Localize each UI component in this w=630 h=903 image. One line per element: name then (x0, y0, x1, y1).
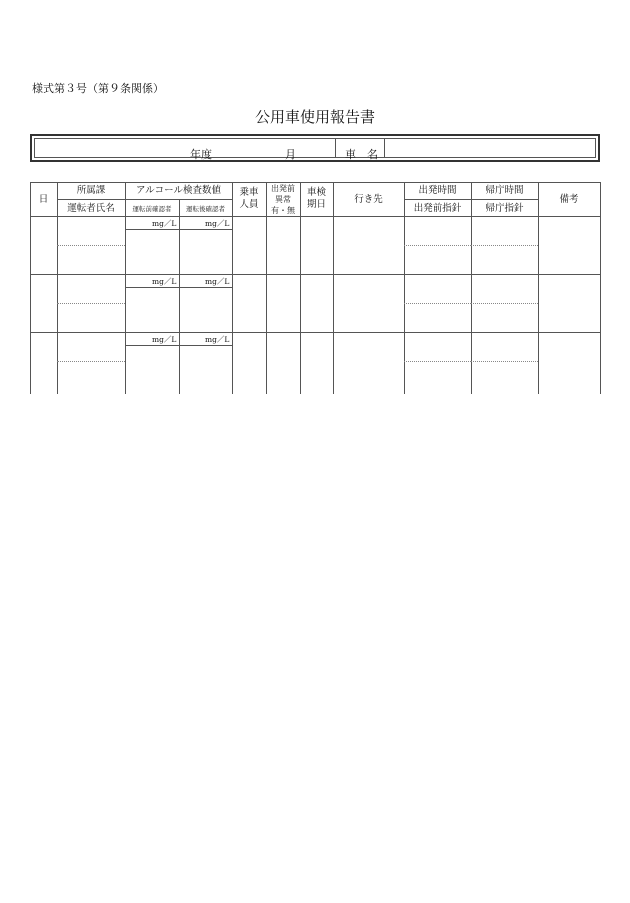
car-name-label: 車 名 (345, 148, 378, 161)
col-return-meter: 帰庁指針 (485, 203, 524, 214)
col-precheck-1: 出発前 (271, 184, 295, 193)
header-box (30, 134, 600, 162)
year-label: 年度 (190, 148, 212, 161)
col-after-confirmer: 運転後確認者 (186, 205, 225, 213)
month-label: 月 (285, 148, 296, 161)
alcohol-unit: mg／L (205, 335, 230, 344)
col-alcohol-check: アルコール検査数値 (136, 185, 221, 196)
col-day: 日 (38, 194, 49, 205)
alcohol-unit: mg／L (152, 277, 177, 286)
alcohol-unit: mg／L (152, 219, 177, 228)
col-destination: 行き先 (354, 194, 383, 205)
col-passengers-2: 人員 (239, 199, 259, 210)
col-departure-time: 出発時間 (418, 185, 457, 196)
col-passengers-1: 乗車 (239, 187, 259, 198)
col-precheck-2: 異常 (275, 195, 291, 204)
page-title: 公用車使用報告書 (254, 108, 375, 126)
alcohol-unit: mg／L (205, 219, 230, 228)
col-driver-name: 運転者氏名 (67, 203, 115, 214)
form-number: 様式第３号（第９条関係） (32, 82, 164, 95)
col-department: 所属課 (76, 185, 106, 196)
alcohol-unit: mg／L (152, 335, 177, 344)
col-return-time: 帰庁時間 (485, 185, 524, 196)
col-inspection-1: 車検 (306, 187, 326, 198)
usage-table (30, 182, 600, 394)
col-departure-meter: 出発前指針 (413, 203, 462, 214)
col-remarks: 備考 (559, 194, 579, 205)
alcohol-unit: mg／L (205, 277, 230, 286)
col-precheck-3: 有・無 (271, 206, 295, 215)
col-inspection-2: 期日 (306, 199, 326, 210)
col-before-confirmer: 運転前確認者 (132, 205, 172, 213)
car-name-field[interactable] (385, 139, 595, 157)
